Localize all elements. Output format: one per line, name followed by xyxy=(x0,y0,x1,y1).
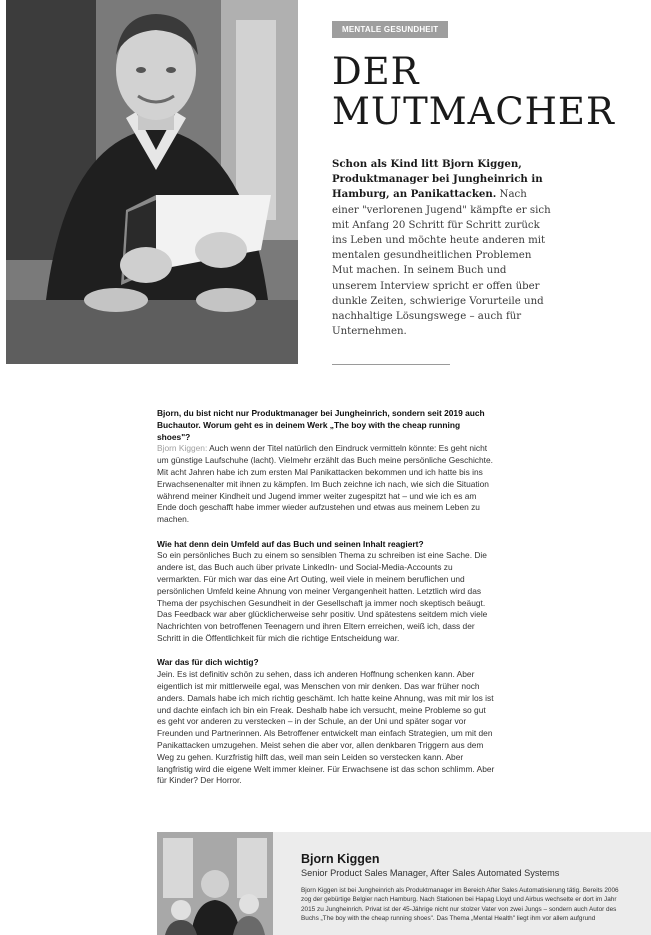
interview-question-1: Bjorn, du bist nicht nur Produktmanager bei Jungheinrich, sondern seit 2019 auch Buchautor. Worum geht es in deinem Werk „The boy with the cheap running shoes"? xyxy=(157,408,485,442)
interview-answer-2: So ein persönliches Buch zu einem so sensiblen Thema zu schreiben ist eine Sache. Die andere ist, das Buch auch über private LinkedIn- und Social-Media-Accounts zu vermarkten. Für mich war das eine Art Outing, weil viele in meinem beruflichen und persönlichen Umfeld keine Ahnung von meiner Vergangenheit hatten. Letztlich wird das Thema der psychischen Gesundheit in der Gesellschaft ja immer noch skeptisch beäugt. Das Feedback war aber glücklicherweise sehr positiv. Und spätestens seitdem mich viele Nachrichten von betroffenen Teenagern und ihren Eltern erreichen, weiß ich, dass der Schritt in die Öffentlichkeit für mich die richtige Entscheidung war. xyxy=(157,550,488,643)
interview-question-3: War das für dich wichtig? xyxy=(157,657,259,668)
bio-role: Senior Product Sales Manager, After Sales Automated Systems xyxy=(301,868,560,878)
category-tag: MENTALE GESUNDHEIT xyxy=(332,21,448,38)
portrait-illustration xyxy=(6,0,298,364)
headline-line-2: MUTMACHER xyxy=(332,90,615,133)
answer-text: Auch wenn der Titel natürlich den Eindruck vermitteln könnte: Es geht nicht um günstige Laufschuhe (lacht). Vielmehr erzählt das Buch meine persönliche Geschichte. Mit acht Jahren habe ich zum ersten Mal Panikattacken bekommen und ich hatte bis ins Erwachsenenalter mit ihnen zu kämpfen. Im Buch zeichne ich nach, wie sich die Situation während meiner Kindheit und Jugend immer weiter zugespitzt hat – und wie ich es am Ende doch geschafft habe immer wieder aufzustehen und etwas aus meinem Leben zu machen. xyxy=(157,443,493,525)
bio-photo xyxy=(157,832,273,935)
hero-photo xyxy=(6,0,298,364)
speaker-label: Bjorn Kiggen: xyxy=(157,443,208,454)
lead-bold: Schon als Kind litt Bjorn Kiggen, Produktmanager bei Jungheinrich in Hamburg, an Panikattacken. xyxy=(332,158,543,201)
divider xyxy=(332,364,450,365)
interview xyxy=(157,408,495,800)
bio-text: Bjorn Kiggen ist bei Jungheinrich als Produktmanager im Bereich After Sales Automatisierung tätig. Bereits 2006 zog der gebürtige Belgier nach Hamburg. Nach Stationen bei Hapag Lloyd und Airbus wechselte er dort im Jahr 2015 zu Jungheinrich. Privat ist der 45-Jährige nicht nur stolzer Vater von zwei Jungs – sondern auch Autor des Buchs „The boy with the cheap running shoes". Das Thema „Mental Health" liegt ihm vor allem aufgrund xyxy=(301,887,619,923)
interview-answer-3: Jein. Es ist definitiv schön zu sehen, dass ich anderen Hoffnung schenken kann. Aber eigentlich ist mir mittlerweile egal, was Menschen von mir denken. Das war früher noch anders. Damals habe ich mich richtig geschämt. Ich hatte keine Ahnung, was mit mir los ist und dachte einfach ich bin ein Freak. Deshalb habe ich versucht, meine Probleme so gut es geht vor anderen zu verstecken – in der Schule, an der Uni und später sogar vor Freunden und Partnerinnen. Als Betroffener entwickelt man einfach Strategien, um mit den Panikattacken umzugehen. Meist sehen die aber vor, allen denkbaren Triggern aus dem Weg zu gehen. Kurzfristig hilft das, weil man sein Leiden so verstecken kann. Aber langfristig wird die eigene Welt immer kleiner. Für Erwachsene ist das schon schlimm. Aber für Kinder? Der Horror. xyxy=(157,669,495,786)
family-photo-illustration xyxy=(157,832,273,935)
headline-line-1: DER xyxy=(332,50,420,93)
interview-answer-1 xyxy=(157,443,495,526)
lead-text: Nach einer "verlorenen Jugend" kämpfte er sich mit Anfang 20 Schritt für Schritt zurück ins Leben und möchte heute anderen mit mentalen gesundheitlichen Problemen Mut machen. In seinem Buch und unserem Interview spricht er offen über dunkle Zeiten, schwierige Vorurteile und nachhaltige Lösungswege – auch für Unternehmen. xyxy=(332,189,551,338)
bio-name: Bjorn Kiggen xyxy=(301,852,380,866)
author-bio-box xyxy=(157,832,651,935)
interview-question-2: Wie hat denn dein Umfeld auf das Buch und seinen Inhalt reagiert? xyxy=(157,538,424,549)
lead-paragraph xyxy=(332,157,554,339)
headline xyxy=(332,52,615,132)
